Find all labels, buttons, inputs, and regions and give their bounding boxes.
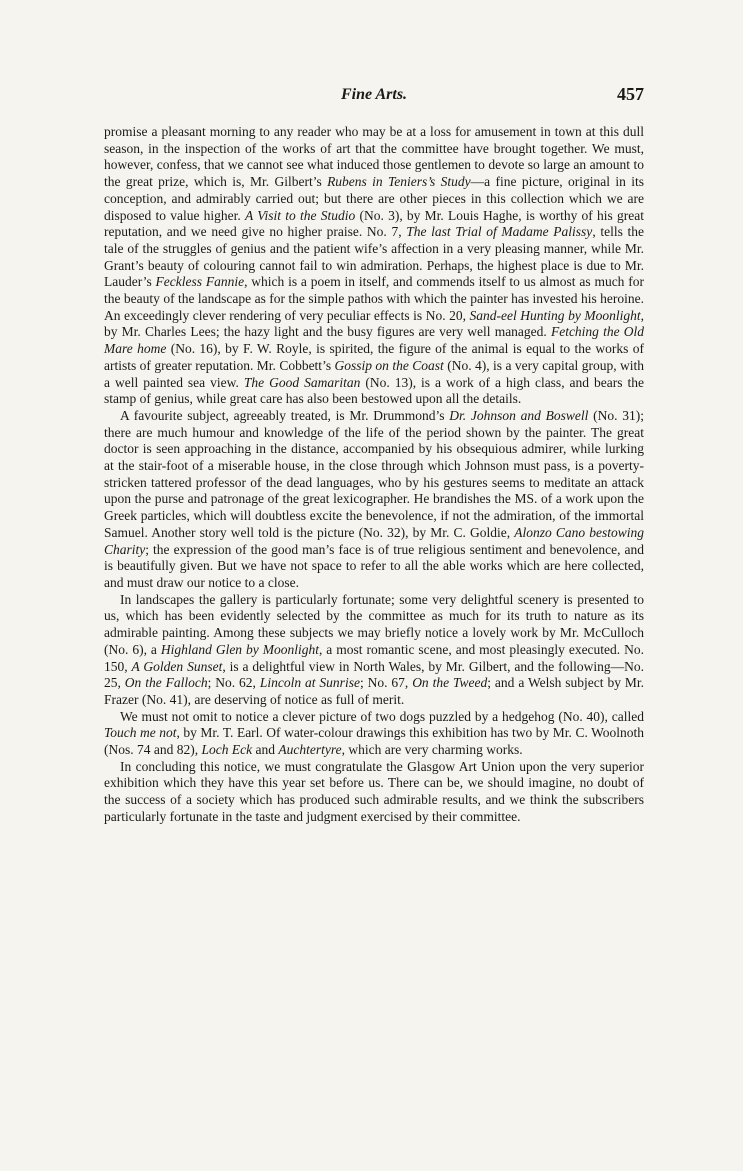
text-run: ; No. 67, bbox=[359, 675, 413, 691]
text-run: ; and a Welsh subject by Mr. Frazer (No. 41), are deserving of notice as full of merit. bbox=[104, 675, 644, 707]
text-run: , which is a poem in itself, and commends itself to us almost as much for the beauty of the landscape as for the simple pathos with which the painter has invested his heroine. An exceedingly clever rendering of very peculiar effects is No. 20, bbox=[104, 274, 644, 323]
artwork-title: Loch Eck bbox=[201, 742, 253, 758]
text-run: (No. 4), is a very capital group, with a well painted sea view. bbox=[104, 357, 644, 390]
text-run: (No. 13), is a work of a high class, and bears the stamp of genius, while great care has also been bestowed upon all the details. bbox=[104, 374, 644, 407]
text-run: —a fine picture, original in its conception, and admirably carried out; but there are other pieces in this collection which we are disposed to value higher. bbox=[104, 174, 644, 223]
text-run: In concluding this notice, we must congratulate the Glasgow Art Union upon the very superior exhibition which they have this year set before us. There can be, we should imagine, no doubt of the success of a society which has produced such admirable results, and we think the subscribers particularly fortunate in the taste and judgment exercised by their committee. bbox=[104, 758, 644, 824]
artwork-title: A Golden Sunset bbox=[131, 658, 223, 674]
artwork-title: Feckless Fannie bbox=[155, 274, 245, 290]
artwork-title: The Good Samaritan bbox=[243, 374, 361, 390]
artwork-title: Gossip on the Coast bbox=[334, 357, 444, 373]
artwork-title: Fetching the Old Mare home bbox=[104, 324, 644, 357]
artwork-title: Auchtertyre bbox=[278, 742, 342, 758]
text-run: , is a delightful view in North Wales, by Mr. Gilbert, and the following—No. 25, bbox=[104, 658, 645, 691]
artwork-title: A Visit to the Studio bbox=[245, 207, 356, 223]
text-run: , tells the tale of the struggles of genius and the patient wife’s affection in a very pleasing manner, while Mr. Grant’s beauty of colouring cannot fail to win admiration. Perhaps, the highest place is due to Mr. Lauder’s bbox=[104, 224, 644, 290]
text-run: promise a pleasant morning to any reader who may be at a loss for amusement in town at this dull season, in the inspection of the works of art that the committee have brought together. We must, however, confess, that we cannot see what induced those gentlemen to devote so large an amount to the great prize, which is, Mr. Gilbert’s bbox=[104, 124, 644, 190]
artwork-title: Lincoln at Sunrise bbox=[259, 675, 360, 691]
page-header bbox=[104, 84, 644, 110]
artwork-title: On the Tweed bbox=[412, 675, 488, 691]
artwork-title: On the Falloch bbox=[124, 675, 208, 691]
text-run: (No. 31); there are much humour and knowledge of the life of the period shown by the painter. The great doctor is seen approaching in the distance, accompanied by his obsequious admirer, while lurking at the stair-foot of a miserable house, in the close through which Johnson must pass, is a poverty-stricken tattered professor of the dead languages, who by his gestures seems to meditate an attack upon the purse and patronage of the great lexicographer. He brandishes the MS. of a work upon the Greek particles, which will doubtless excite the benevolence, if not the admiration, of the immortal Samuel. Another story well told is the picture (No. 32), by Mr. C. Goldie, bbox=[104, 407, 644, 540]
paragraph-3 bbox=[104, 592, 644, 709]
paragraph-4 bbox=[104, 709, 644, 759]
text-run: ; No. 62, bbox=[207, 675, 260, 691]
artwork-title: Dr. Johnson and Boswell bbox=[449, 407, 589, 423]
text-run: , which are very charming works. bbox=[341, 742, 523, 758]
artwork-title: Alonzo Cano bestowing Charity bbox=[104, 524, 644, 557]
paragraph-5 bbox=[104, 759, 644, 826]
text-run: ; the expression of the good man’s face is of true religious sentiment and benevolence, and is beautifully given. But we have not space to refer to all the able works which are here collected, and must draw our notice to a close. bbox=[104, 541, 644, 590]
journal-page bbox=[104, 84, 644, 826]
paragraph-1 bbox=[104, 124, 644, 408]
text-run: In landscapes the gallery is particularly fortunate; some very delightful scenery is presented to us, which has been evidently selected by the committee as much for its truth to nature as its admirable painting. Among these subjects we may briefly notice a lovely work by Mr. McCulloch (No. 6), a bbox=[104, 591, 644, 657]
article-body bbox=[104, 124, 644, 826]
artwork-title: Rubens in Teniers’s Study bbox=[327, 174, 471, 190]
text-run: , by Mr. T. Earl. Of water-colour drawings this exhibition has two by Mr. C. Woolnoth (Nos. 74 and 82), bbox=[104, 725, 644, 758]
artwork-title: Highland Glen by Moonlight bbox=[160, 641, 319, 657]
text-run: (No. 16), by F. W. Royle, is spirited, the figure of the animal is equal to the works of artists of greater reputation. Mr. Cobbett’s bbox=[104, 341, 644, 373]
artwork-title: The last Trial of Madame Palissy bbox=[406, 224, 593, 240]
text-run: We must not omit to notice a clever picture of two dogs puzzled by a hedgehog (No. 40), called bbox=[120, 708, 644, 724]
text-run: , a most romantic scene, and most pleasingly executed. No. 150, bbox=[104, 641, 644, 674]
paragraph-2 bbox=[104, 408, 644, 592]
text-run: , by Mr. Charles Lees; the hazy light and the busy figures are very well managed. bbox=[104, 307, 644, 340]
running-title: Fine Arts. bbox=[340, 86, 408, 103]
artwork-title: Touch me not bbox=[104, 725, 177, 741]
text-run: (No. 3), by Mr. Louis Haghe, is worthy of his great reputation, and we need give no higher praise. No. 7, bbox=[104, 207, 645, 240]
text-run: A favourite subject, agreeably treated, is Mr. Drummond’s bbox=[120, 407, 450, 423]
page-number: 457 bbox=[617, 84, 644, 104]
text-run: and bbox=[252, 742, 279, 758]
artwork-title: Sand-eel Hunting by Moonlight bbox=[469, 307, 641, 323]
